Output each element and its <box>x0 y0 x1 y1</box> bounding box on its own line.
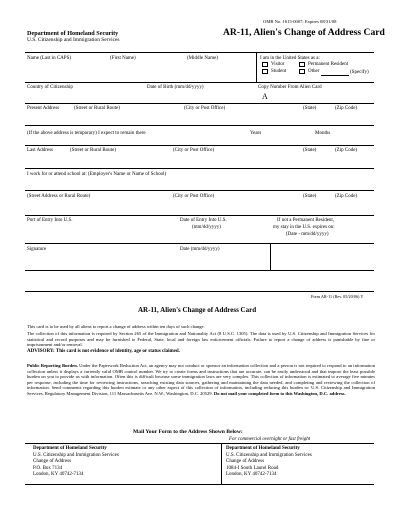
not-pr-line3: (Date - mm/dd/yyyy) <box>286 232 329 237</box>
rule <box>256 52 257 82</box>
burden-text: Under the Paperwork Reduction Act, an agency may not conduct or sponsor an information collection and a person is not required to respond to an information collection unless it displays a currently valid OMB control number. We try to create forms and instructions that are accurate, can be easily understood and that impose the least possible burden on you to provide us with information. Often this is difficult because some immigration laws are very complex. This collection of information is estimated to average five minutes per response, including the time for reviewing instructions, searching existing data sources, gathering and maintaining the data needed, and completing and reviewing the collection of information. Send comments regarding this burden estimate or any other aspect of this collection of information, including reducing this burden to: U.S. Citizenship and Immigration Services, Regulatory Management Division, 111 Massachusetts Ave. N.W., Washington, D.C. 20529. <box>27 363 375 396</box>
visitor-label: Visitor <box>271 62 285 67</box>
specify-label: (Specify) <box>350 70 369 75</box>
years-label: Years <box>250 131 262 136</box>
omb-number: OMB No. 1615-0007; Expires 08/31/08 <box>263 19 337 24</box>
months-label: Months <box>315 131 331 136</box>
status-label: I am in the United States as a: <box>260 56 320 61</box>
rule <box>25 443 374 444</box>
rule <box>25 82 374 83</box>
advisory-text: ADVISORY: This card is not evidence of identity, age or status claimed. <box>27 349 180 354</box>
first-name-label: (First Name) <box>110 56 136 61</box>
name-last-label: Name (Last in CAPS) <box>27 56 72 61</box>
rule <box>270 243 271 270</box>
mail-left-line: Department of Homeland Security <box>33 446 107 451</box>
other-label: Other <box>308 69 320 74</box>
instructions-paragraph-2: The collection of this information is required by Section 265 of the Immigration and Nationality Act (8 U.S.C. 1305). The data is used by U.S. Citizenship and Immigration Services for statistical and record purposes and may be furnished to Federal, State, local and foreign law enforcement officials. Failure to report a change of address is punishable by fine or imprisonment and/or removal. <box>27 331 375 348</box>
student-checkbox[interactable] <box>262 69 268 74</box>
temporary-label: (If the above address is temporary) I expect to remain there <box>27 131 146 136</box>
rule <box>25 484 374 485</box>
mail-right-line: 1084-I South Laurel Road <box>226 465 279 471</box>
instructions-paragraph-1: This card is to be used by all aliens to report a change of address within ten days of such change. <box>27 324 205 329</box>
mail-right-line: Department of Homeland Security <box>226 446 300 451</box>
not-pr-line2: my stay in the U.S. expires on: <box>273 225 335 230</box>
rule <box>25 168 374 169</box>
mail-left-line: Change of Address <box>33 459 72 465</box>
last-zip-label: (Zip Code) <box>335 148 358 153</box>
permanent-resident-label: Permanent Resident <box>308 62 349 67</box>
burden-paragraph <box>27 363 375 397</box>
employer-label: I work for or attend school at: (Employer's Name or Name of School) <box>27 172 167 177</box>
employer-state-label: (State) <box>303 194 317 199</box>
mail-left-line: U.S. Citizenship and Immigration Services <box>33 452 119 458</box>
sub-agency-name: U.S. Citizenship and Immigration Services <box>27 37 120 43</box>
copy-number-prefix: A <box>262 92 268 101</box>
present-zip-label: (Zip Code) <box>335 106 358 111</box>
last-state-label: (State) <box>303 148 317 153</box>
mail-left-line: P.O. Box 7134 <box>33 465 63 471</box>
mail-address-overnight <box>226 446 312 479</box>
present-street-label: (Street or Rural Route) <box>74 106 120 111</box>
mail-right-line: U.S. Citizenship and Immigration Services <box>226 452 312 458</box>
rule <box>25 243 374 244</box>
rule <box>25 215 374 216</box>
employer-city-label: (City or Post Office) <box>173 194 215 199</box>
permanent-resident-checkbox[interactable] <box>299 62 305 67</box>
rule <box>25 190 374 191</box>
mail-right-line: London, KY 40742-7134 <box>226 472 277 478</box>
signature-date-label: Date (mm/dd/yyyy) <box>180 247 220 252</box>
port-of-entry-label: Port of Entry Into U.S. <box>27 218 73 223</box>
visitor-checkbox[interactable] <box>262 62 268 67</box>
present-city-label: (City or Post Office) <box>184 106 226 111</box>
overnight-label: For commercial overnight or fast freight <box>229 437 311 442</box>
agency-name: Department of Homeland Security <box>27 30 119 37</box>
rule <box>25 52 374 53</box>
rule <box>25 125 374 126</box>
dob-label: Date of Birth (mm/dd/yyyy) <box>147 85 204 90</box>
middle-name-label: (Middle Name) <box>187 56 218 61</box>
mail-right-line: Change of Address <box>226 459 265 465</box>
last-street-label: (Street or Rural Route) <box>70 148 116 153</box>
mail-title: Mail Your Form to the Address Shown Below: <box>133 429 243 435</box>
last-address-label: Last Address <box>27 148 53 153</box>
mail-address-po-box <box>33 446 119 479</box>
burden-warning: Do not mail your completed form to this Washington, D.C. address. <box>212 390 346 396</box>
employer-street-label: (Street Address or Rural Route) <box>27 194 91 199</box>
present-state-label: (State) <box>303 106 317 111</box>
present-address-label: Present Address <box>27 106 60 111</box>
specify-line <box>321 75 349 76</box>
mail-left-line: London, KY 40742-7134 <box>33 472 84 478</box>
rule <box>25 291 374 292</box>
form-title: AR-11, Alien's Change of Address Card <box>223 27 385 38</box>
copy-number-label: Copy Number From Alien Card <box>258 85 322 90</box>
instructions-title: AR-11, Alien's Change of Address Card <box>138 306 257 314</box>
not-pr-line1: If not a Permanent Resident, <box>277 218 335 223</box>
form-number: Form AR-11 (Rev. 05/20/06) Y <box>311 294 364 299</box>
last-city-label: (City or Post Office) <box>173 148 215 153</box>
signature-label: Signature <box>27 247 47 252</box>
employer-zip-label: (Zip Code) <box>335 194 358 199</box>
date-of-entry-format: (mm/dd/yyyy) <box>192 225 221 230</box>
rule <box>25 270 374 271</box>
rule <box>25 145 374 146</box>
other-checkbox[interactable] <box>299 69 305 74</box>
burden-title: Public Reporting Burden. <box>27 363 78 368</box>
country-label: Country of Citizenship <box>27 85 73 90</box>
rule <box>221 443 222 484</box>
date-of-entry-label: Date of Entry Into U.S. <box>180 218 227 223</box>
rule <box>25 103 374 104</box>
student-label: Student <box>271 69 287 74</box>
